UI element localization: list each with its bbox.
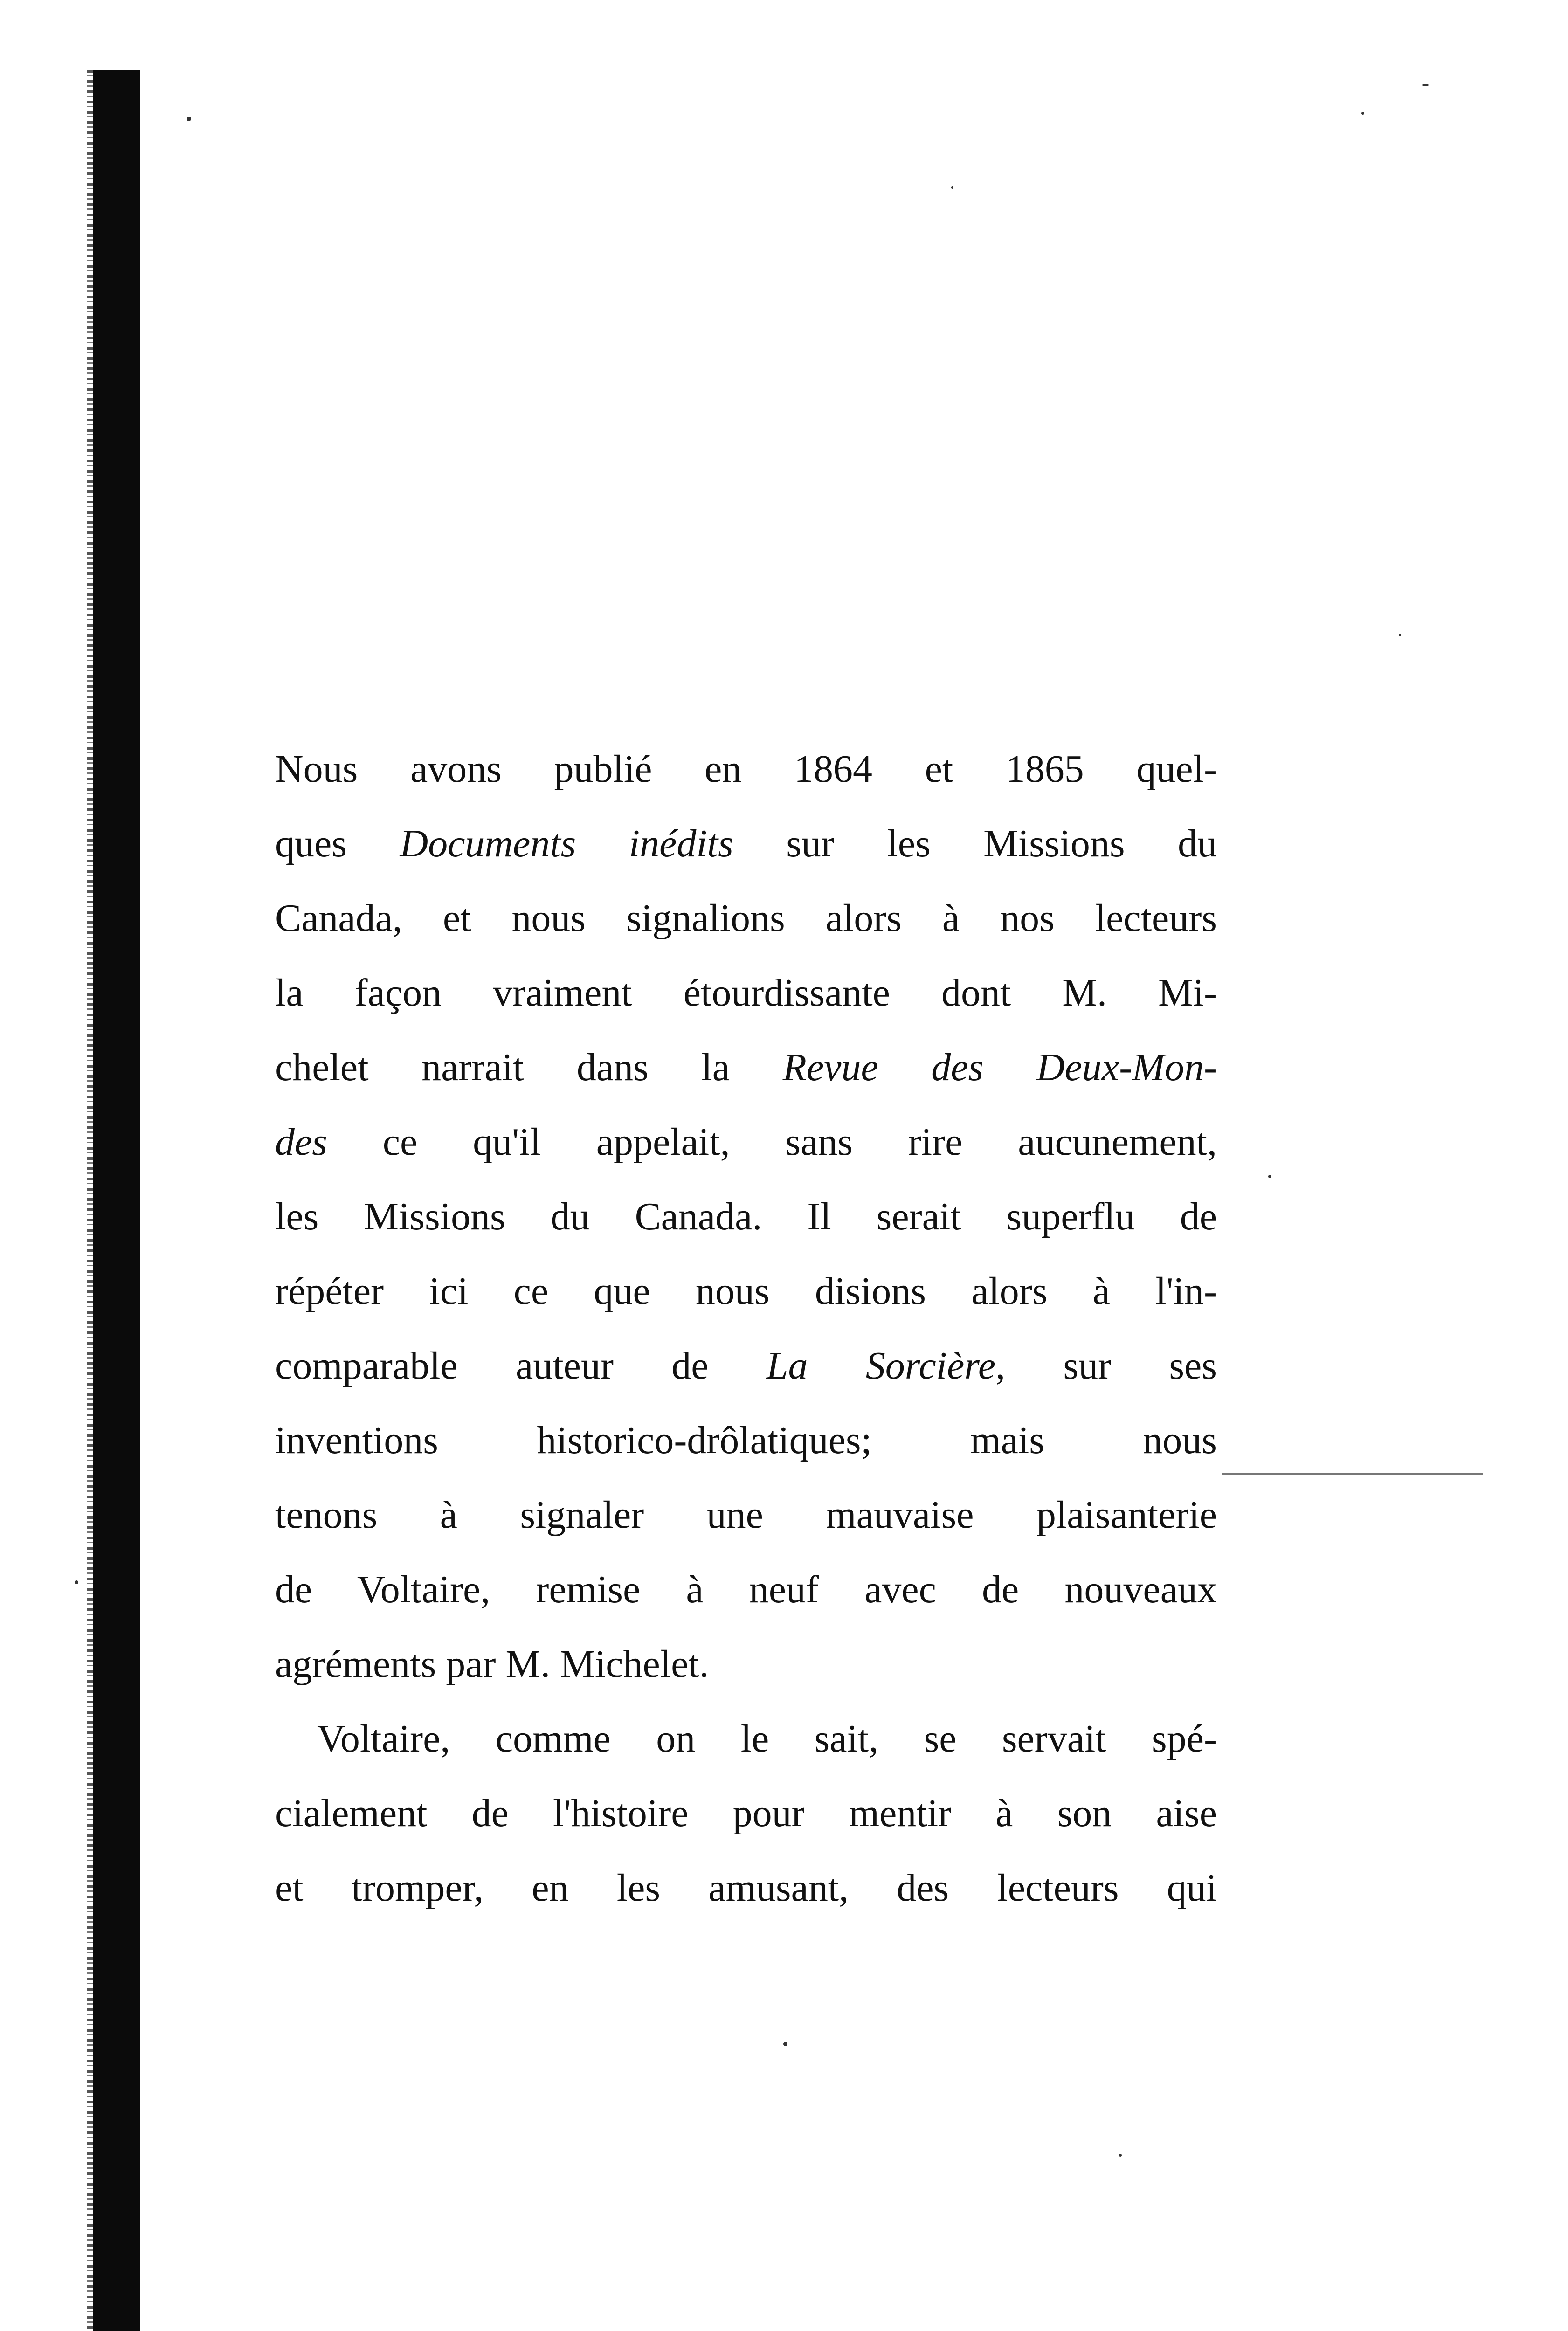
text-segment: sur les Missions du [733, 822, 1217, 865]
italic-text: Documents inédits [400, 822, 733, 865]
speck [1422, 84, 1429, 86]
text-line [275, 1030, 1217, 1105]
text-line [275, 1403, 1217, 1478]
body-text [275, 732, 1217, 1925]
text-line [275, 732, 1217, 807]
text-line [275, 881, 1217, 956]
speck [187, 117, 191, 121]
text-line [275, 1776, 1217, 1851]
book-spine [93, 70, 140, 2331]
text-segment: tenons à signaler une mauvaise plaisanterie [275, 1493, 1217, 1537]
speck [1361, 112, 1364, 115]
text-segment: , sur ses [995, 1344, 1217, 1387]
text-segment: comparable auteur de [275, 1344, 767, 1387]
text-line [275, 807, 1217, 881]
text-segment: répéter ici ce que nous disions alors à l'in- [275, 1269, 1217, 1313]
text-segment: ce qu'il appelait, sans rire aucunement, [327, 1120, 1217, 1164]
text-segment: la façon vraiment étourdissante dont M. Mi- [275, 971, 1217, 1014]
text-line [275, 1702, 1217, 1776]
speck [1268, 1175, 1271, 1178]
text-line [275, 1552, 1217, 1627]
text-line [275, 1478, 1217, 1552]
text-segment: et tromper, en les amusant, des lecteurs qui [275, 1866, 1217, 1910]
text-line [275, 1105, 1217, 1179]
text-segment: inventions historico-drôlatiques; mais nous [275, 1419, 1217, 1462]
italic-text: des [275, 1120, 327, 1164]
text-segment: cialement de l'histoire pour mentir à son aise [275, 1792, 1217, 1835]
text-line [275, 1254, 1217, 1329]
text-line [275, 956, 1217, 1030]
speck [75, 1580, 78, 1584]
text-line [275, 1329, 1217, 1403]
speck [1119, 2154, 1122, 2157]
text-segment: les Missions du Canada. Il serait superflu de [275, 1195, 1217, 1238]
text-segment: ques [275, 822, 400, 865]
text-line [275, 1179, 1217, 1254]
italic-text: Revue des Deux-Mon- [782, 1046, 1217, 1089]
text-segment: chelet narrait dans la [275, 1046, 783, 1089]
speck [951, 186, 953, 189]
stray-rule-mark [1222, 1473, 1483, 1475]
text-segment: Nous avons publié en 1864 et 1865 quel- [275, 747, 1217, 791]
text-segment: agréments par M. Michelet. [275, 1642, 709, 1686]
italic-text: La Sorcière [766, 1344, 996, 1387]
text-segment: de Voltaire, remise à neuf avec de nouveaux [275, 1568, 1217, 1611]
speck [1399, 634, 1401, 636]
text-segment: Voltaire, comme on le sait, se servait spé- [317, 1717, 1217, 1760]
speck [783, 2042, 787, 2046]
text-line [275, 1851, 1217, 1925]
text-line [275, 1627, 1217, 1702]
text-segment: Canada, et nous signalions alors à nos lecteurs [275, 897, 1217, 940]
